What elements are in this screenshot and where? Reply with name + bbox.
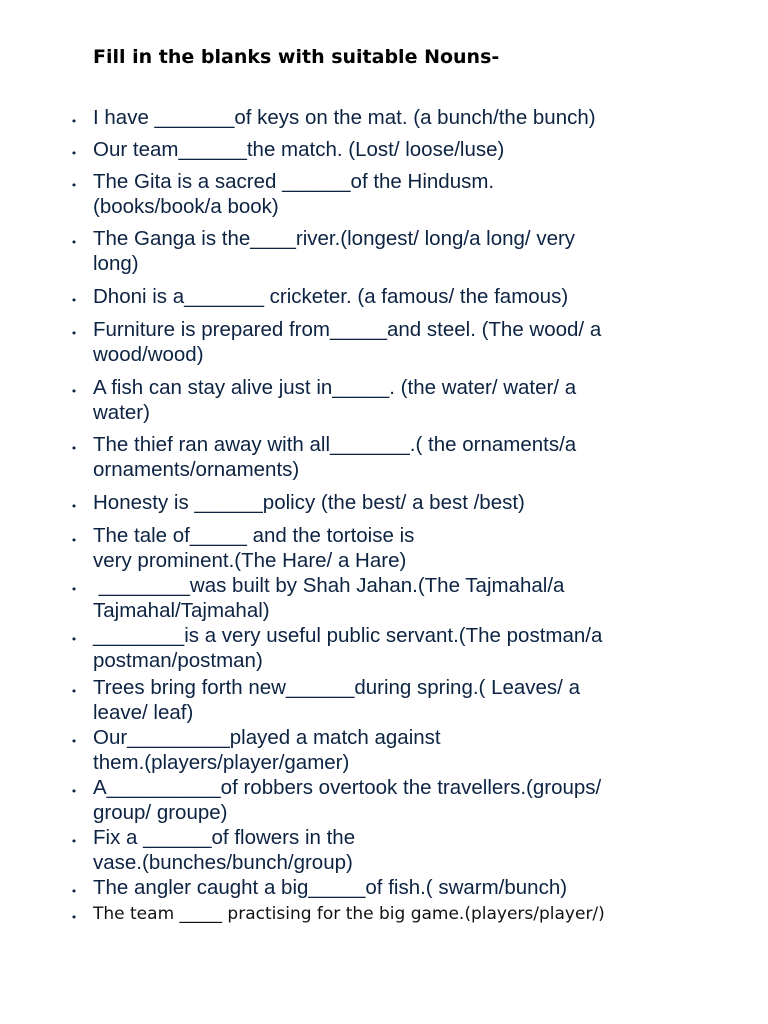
- question-item: [93, 675, 693, 725]
- question-line: Trees bring forth new______during spring.( Leaves/ a: [93, 676, 580, 699]
- question-line-continued: Tajmahal/Tajmahal): [93, 599, 270, 622]
- question-item: [93, 725, 693, 775]
- question-item: [93, 317, 693, 367]
- bullet-icon: •: [70, 835, 78, 848]
- question-line: ________was built by Shah Jahan.(The Tajmahal/a: [93, 574, 565, 597]
- bullet-icon: •: [70, 633, 78, 646]
- question-line: I have _______of keys on the mat. (a bunch/the bunch): [93, 106, 596, 129]
- question-item: [93, 284, 693, 309]
- question-item: [93, 490, 693, 515]
- bullet-icon: •: [70, 179, 78, 192]
- bullet-icon: •: [70, 147, 78, 160]
- question-line: A__________of robbers overtook the travellers.(groups/: [93, 776, 602, 799]
- bullet-icon: •: [70, 294, 78, 307]
- question-line: Honesty is ______policy (the best/ a best /best): [93, 491, 525, 514]
- question-line: Dhoni is a_______ cricketer. (a famous/ the famous): [93, 285, 569, 308]
- question-item: [93, 226, 693, 276]
- question-item: [93, 825, 693, 875]
- bullet-icon: •: [70, 442, 78, 455]
- bullet-icon: •: [70, 534, 78, 547]
- question-item: [93, 623, 693, 673]
- question-line: The team _____ practising for the big game.(players/player/): [93, 904, 605, 924]
- question-line: The Ganga is the____river.(longest/ long/a long/ very: [93, 227, 576, 250]
- question-item: [93, 169, 693, 219]
- question-line-continued: group/ groupe): [93, 801, 228, 824]
- bullet-icon: •: [70, 885, 78, 898]
- question-item: [93, 375, 693, 425]
- question-line: A fish can stay alive just in_____. (the water/ water/ a: [93, 376, 577, 399]
- question-line-continued: long): [93, 252, 139, 275]
- question-line: ________is a very useful public servant.(The postman/a: [93, 624, 603, 647]
- question-line-continued: vase.(bunches/bunch/group): [93, 851, 353, 874]
- question-item: [93, 137, 693, 162]
- question-line-continued: very prominent.(The Hare/ a Hare): [93, 549, 407, 572]
- bullet-icon: •: [70, 236, 78, 249]
- question-line-continued: (books/book/a book): [93, 195, 279, 218]
- question-item: [93, 775, 693, 825]
- question-line-continued: leave/ leaf): [93, 701, 194, 724]
- question-item: [93, 432, 693, 482]
- question-line: Our_________played a match against: [93, 726, 441, 749]
- question-line: Fix a ______of flowers in the: [93, 826, 356, 849]
- bullet-icon: •: [70, 327, 78, 340]
- question-line: The thief ran away with all_______.( the ornaments/a: [93, 433, 577, 456]
- bullet-icon: •: [70, 685, 78, 698]
- question-line-continued: water): [93, 401, 150, 424]
- question-line-continued: wood/wood): [93, 343, 204, 366]
- question-line-continued: them.(players/player/gamer): [93, 751, 350, 774]
- question-item: [93, 105, 693, 130]
- bullet-icon: •: [70, 785, 78, 798]
- question-item: [93, 523, 693, 573]
- question-line-continued: ornaments/ornaments): [93, 458, 300, 481]
- question-item: [93, 875, 693, 900]
- worksheet-title: Fill in the blanks with suitable Nouns-: [93, 46, 500, 68]
- bullet-icon: •: [70, 583, 78, 596]
- bullet-icon: •: [70, 911, 78, 924]
- question-line-continued: postman/postman): [93, 649, 263, 672]
- question-line: The Gita is a sacred ______of the Hindusm.: [93, 170, 495, 193]
- question-item: [93, 573, 693, 623]
- bullet-icon: •: [70, 115, 78, 128]
- question-line: Furniture is prepared from_____and steel. (The wood/ a: [93, 318, 602, 341]
- bullet-icon: •: [70, 500, 78, 513]
- bullet-icon: •: [70, 385, 78, 398]
- question-item: [93, 903, 693, 925]
- bullet-icon: •: [70, 735, 78, 748]
- question-line: Our team______the match. (Lost/ loose/luse): [93, 138, 505, 161]
- question-line: The tale of_____ and the tortoise is: [93, 524, 415, 547]
- question-line: The angler caught a big_____of fish.( swarm/bunch): [93, 876, 568, 899]
